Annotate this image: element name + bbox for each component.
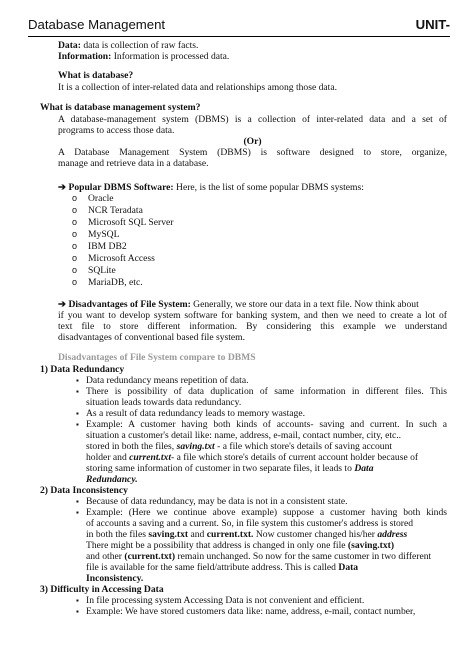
data-definition: Data: data is collection of raw facts. <box>58 40 199 51</box>
dbms-definition-line: A database-management system (DBMS) is a collection of inter-related data and a set of <box>58 114 447 125</box>
disadvantages-line: ➔ Disadvantages of File System: Generally, we store our data in a text file. Now think about <box>58 299 419 310</box>
arrow-icon: ➔ <box>58 182 67 193</box>
bullet-continuation: Redundancy. <box>86 474 138 485</box>
section-heading: 2) Data Inconsistency <box>40 485 128 496</box>
dbms-list-item: o Microsoft Access <box>88 253 155 264</box>
bullet-continuation: and other (current.txt) remain unchanged. So now for the same customer in two different <box>86 551 432 562</box>
page-header <box>28 16 450 37</box>
bullet-continuation: situation leads towards data redundancy. <box>86 397 242 408</box>
disadvantages-line: text file to store different information. By considering this example we understand <box>58 321 447 332</box>
arrow-icon: ➔ <box>58 299 67 310</box>
bullet-continuation: file is available for the same field/attribute address. This is called Data <box>86 562 359 573</box>
popular-dbms-line: ➔ Popular DBMS Software: Here, is the list of some popular DBMS systems: <box>58 182 364 193</box>
bullet-item: ▪ Example: A customer having both kinds of accounts- saving and current. In such a <box>86 419 447 430</box>
bullet-continuation: situation a customer's detail like: name, address, e-mail, contact number, city, etc.. <box>86 430 402 441</box>
header-title: Database Management <box>28 17 166 32</box>
bullet-item: ▪ Data redundancy means repetition of data. <box>86 375 249 386</box>
compare-heading: Disadvantages of File System compare to DBMS <box>58 352 256 363</box>
bullet-continuation: Inconsistency. <box>86 573 144 584</box>
bullet-item: ▪ There is possibility of data duplication of same information in different files. This <box>86 386 447 397</box>
bullet-continuation: in both the files saving.txt and current.txt. Now customer changed his/her address <box>86 529 408 540</box>
section-heading: 1) Data Redundancy <box>40 364 125 375</box>
what-is-database-heading: What is database? <box>58 70 134 81</box>
bullet-item: ▪ In file processing system Accessing Data is not convenient and efficient. <box>86 595 364 606</box>
dbms-alt-definition-line: manage and retrieve data in a database. <box>58 158 209 169</box>
bullet-continuation: storing same information of customer in two separate files, it leads to Data <box>86 463 374 474</box>
bullet-continuation: holder and current.txt- a file which store's details of current account holder because of <box>86 452 419 463</box>
dbms-list-item: o MySQL <box>88 229 119 240</box>
dbms-list-item: o NCR Teradata <box>88 205 143 216</box>
disadvantages-line: disadvantages of conventional based file system. <box>58 332 246 343</box>
bullet-continuation: of accounts a saving and a current. So, in file system this customer's address is stored <box>86 518 414 529</box>
dbms-alt-definition-line: A Database Management System (DBMS) is software designed to store, organize, <box>58 147 447 158</box>
what-is-dbms-heading: What is database management system? <box>40 102 201 113</box>
or-label: (Or) <box>243 136 262 147</box>
dbms-definition-line: programs to access those data. <box>58 125 175 136</box>
bullet-item: ▪ Example: We have stored customers data like: name, address, e-mail, contact number, <box>86 606 415 617</box>
disadvantages-line: if you want to develop system software for banking system, and then we need to create a lot of <box>58 310 447 321</box>
header-unit: UNIT- <box>415 17 450 32</box>
bullet-continuation: stored in both the files, saving.txt - a file which store's details of saving account <box>86 441 393 452</box>
dbms-list-item: o Microsoft SQL Server <box>88 217 173 228</box>
dbms-list-item: o MariaDB, etc. <box>88 277 143 288</box>
bullet-continuation: There might be a possibility that address is changed in only one file (saving.txt) <box>86 540 395 551</box>
bullet-item: ▪ As a result of data redundancy leads to memory wastage. <box>86 408 305 419</box>
section-heading: 3) Difficulty in Accessing Data <box>40 584 164 595</box>
bullet-item: ▪ Because of data redundancy, may be data is not in a consistent state. <box>86 496 348 507</box>
bullet-item: ▪ Example: (Here we continue above example) suppose a customer having both kinds <box>86 507 447 518</box>
what-is-database-text: It is a collection of inter-related data and relationships among those data. <box>58 82 337 93</box>
dbms-list-item: o SQLite <box>88 265 116 276</box>
dbms-list-item: o IBM DB2 <box>88 241 127 252</box>
information-definition: Information: Information is processed data. <box>58 51 230 62</box>
dbms-list-item: o Oracle <box>88 193 114 204</box>
